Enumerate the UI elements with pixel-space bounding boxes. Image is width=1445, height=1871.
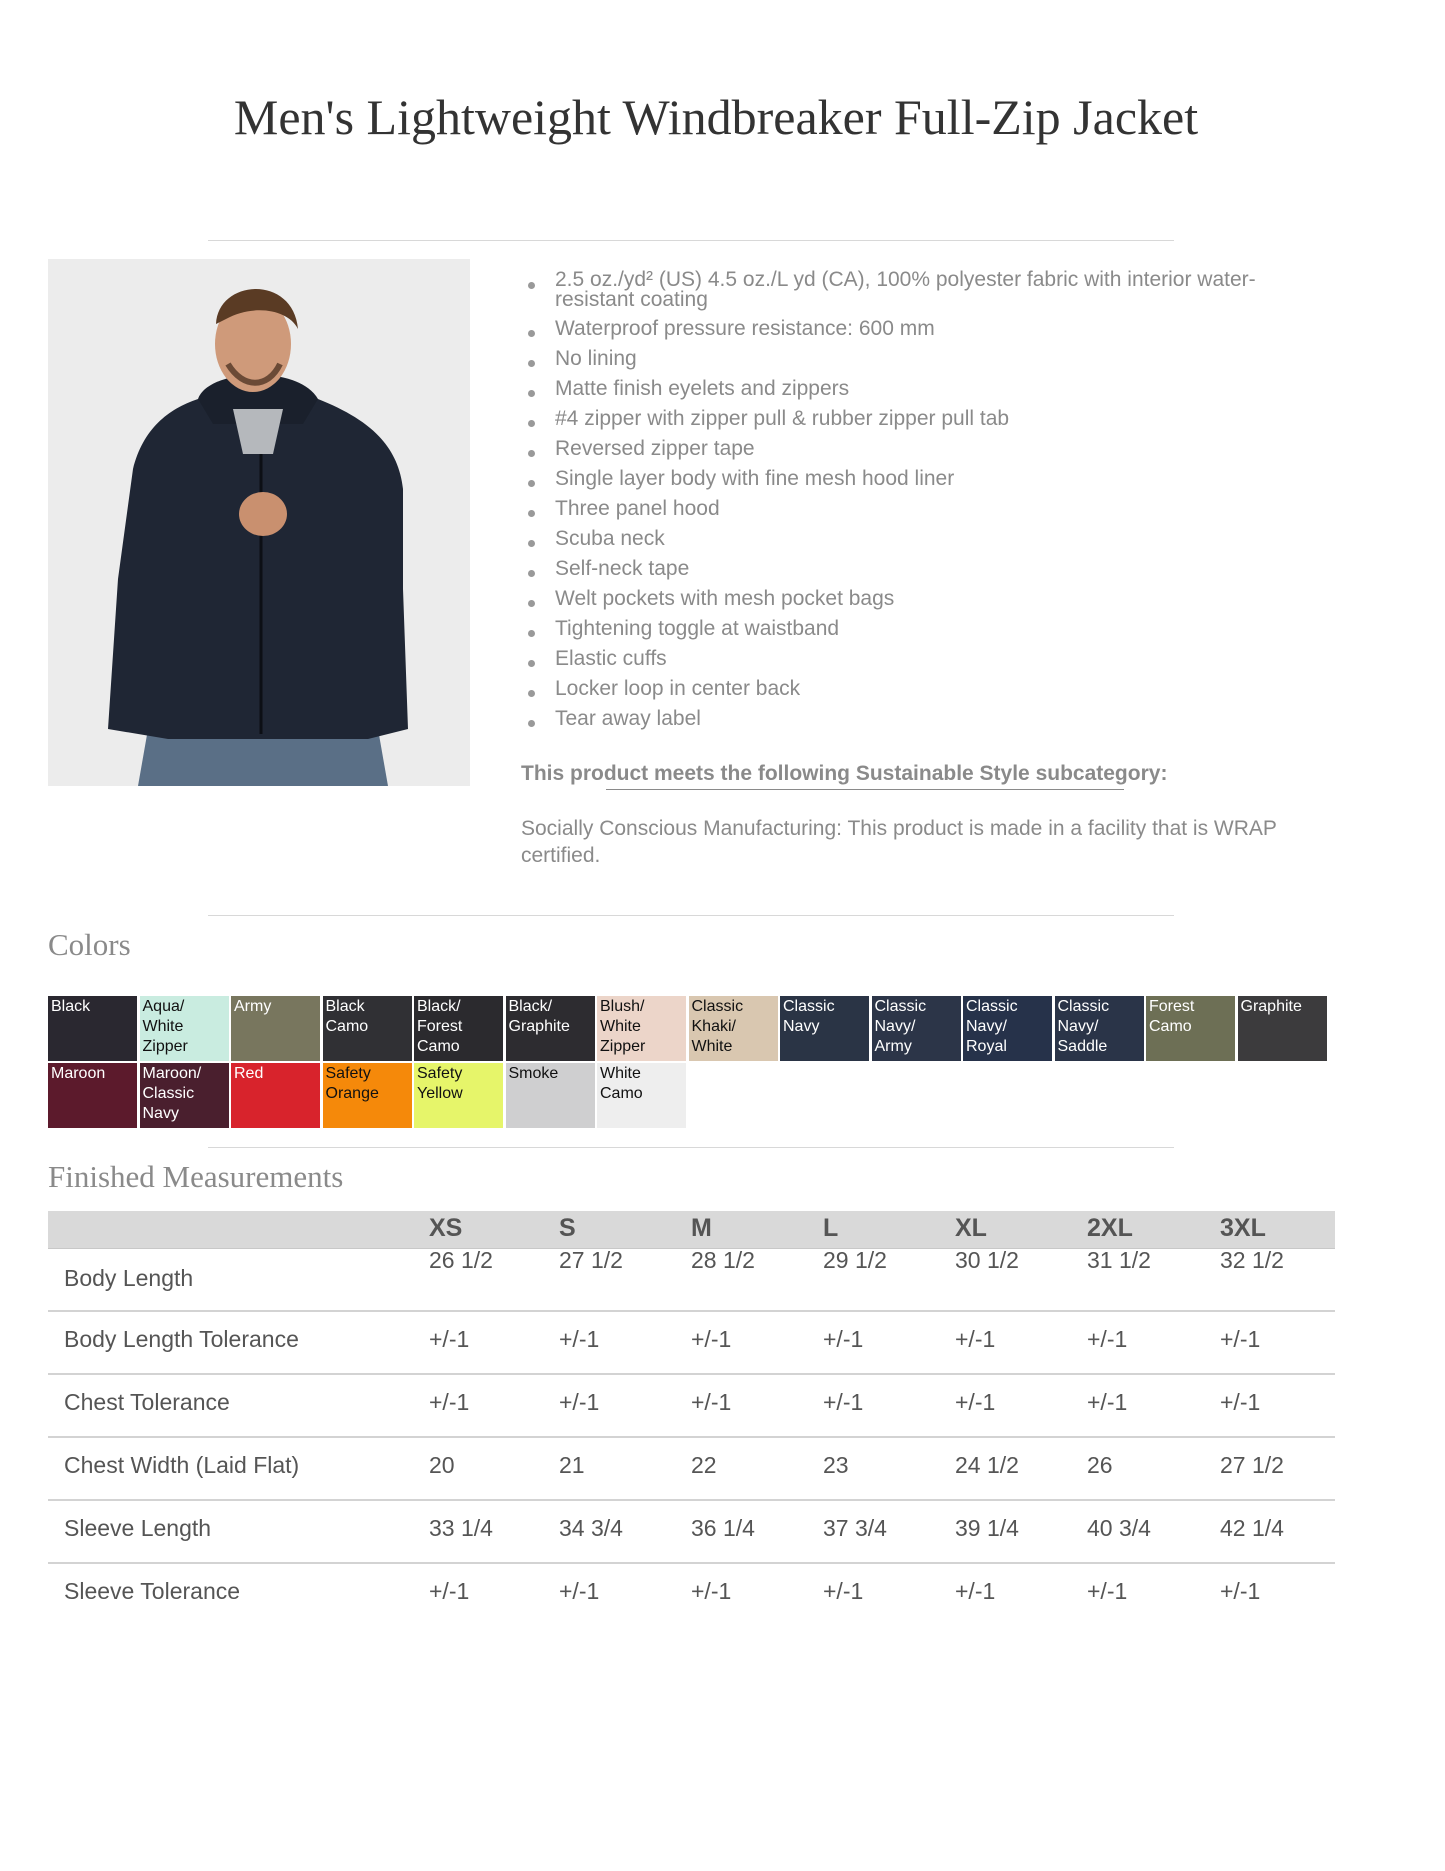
colors-title: Colors <box>48 927 131 962</box>
size-header: L <box>823 1214 839 1242</box>
table-cell: +/-1 <box>955 1389 996 1415</box>
color-swatch-label: Smoke <box>508 1065 559 1082</box>
color-swatch[interactable] <box>506 996 595 1061</box>
table-cell: +/-1 <box>691 1389 732 1415</box>
table-cell: +/-1 <box>429 1326 470 1352</box>
feature-text: Tightening toggle at waistband <box>555 617 840 640</box>
table-cell: +/-1 <box>559 1578 600 1604</box>
table-cell: +/-1 <box>1087 1389 1128 1415</box>
table-cell: +/-1 <box>823 1326 864 1352</box>
color-swatch[interactable] <box>140 1063 229 1128</box>
feature-text: Reversed zipper tape <box>555 437 755 460</box>
color-swatch[interactable] <box>506 1063 595 1128</box>
table-row <box>48 1501 1335 1564</box>
table-row <box>48 1312 1335 1375</box>
table-cell: 29 1/2 <box>823 1247 887 1273</box>
bullet-icon <box>528 480 535 487</box>
feature-item <box>523 648 1283 670</box>
table-cell: 27 1/2 <box>559 1247 623 1273</box>
bullet-icon <box>528 450 535 457</box>
table-cell: 22 <box>691 1452 717 1478</box>
row-label: Sleeve Tolerance <box>64 1578 241 1604</box>
row-label: Body Length Tolerance <box>64 1326 299 1352</box>
color-swatch-label: Red <box>234 1065 264 1082</box>
color-swatch[interactable] <box>414 996 503 1061</box>
feature-item <box>523 588 1283 610</box>
color-swatch[interactable] <box>48 996 137 1061</box>
color-swatch-label: Maroon/ Classic Navy <box>142 1065 202 1122</box>
bullet-icon <box>528 660 535 667</box>
feature-item <box>523 708 1283 730</box>
size-header: 2XL <box>1087 1214 1133 1242</box>
table-cell: 24 1/2 <box>955 1452 1019 1478</box>
bullet-icon <box>528 282 535 289</box>
measurements-table <box>48 1211 1335 1627</box>
color-swatch[interactable] <box>597 1063 686 1128</box>
size-header: S <box>559 1214 576 1242</box>
feature-item <box>523 348 1283 370</box>
color-swatch[interactable] <box>872 996 961 1061</box>
size-header: 3XL <box>1220 1214 1266 1242</box>
color-swatch[interactable] <box>414 1063 503 1128</box>
feature-item <box>523 378 1283 400</box>
table-cell: 36 1/4 <box>691 1515 755 1541</box>
table-cell: 21 <box>559 1452 585 1478</box>
bullet-icon <box>528 420 535 427</box>
color-swatch-label: Classic Navy/ Army <box>874 998 927 1055</box>
measurements-title: Finished Measurements <box>48 1159 344 1194</box>
feature-item <box>523 468 1283 490</box>
table-cell: 20 <box>429 1452 455 1478</box>
feature-text: Welt pockets with mesh pocket bags <box>555 587 895 610</box>
sustainable-text: Socially Conscious Manufacturing: This product is made in a facility that is WRAP certified. <box>521 817 1277 867</box>
color-swatch-label: Graphite <box>1240 998 1302 1015</box>
color-swatch[interactable] <box>1238 996 1327 1061</box>
feature-text: Single layer body with fine mesh hood liner <box>555 467 955 490</box>
table-row <box>48 1438 1335 1501</box>
color-swatch-label: Maroon <box>51 1065 106 1082</box>
color-swatch[interactable] <box>963 996 1052 1061</box>
table-header <box>48 1211 1335 1249</box>
table-cell: 32 1/2 <box>1220 1247 1284 1273</box>
color-swatch[interactable] <box>597 996 686 1061</box>
feature-text: Locker loop in center back <box>555 677 801 700</box>
table-cell: 31 1/2 <box>1087 1247 1151 1273</box>
color-swatch[interactable] <box>689 996 778 1061</box>
product-photo <box>48 259 470 786</box>
table-cell: 39 1/4 <box>955 1515 1019 1541</box>
color-swatch-label: Black/ Graphite <box>508 998 570 1035</box>
color-swatch[interactable] <box>323 1063 412 1128</box>
table-cell: 42 1/4 <box>1220 1515 1284 1541</box>
color-swatch-label: Black/ Forest Camo <box>417 998 463 1055</box>
feature-text: Three panel hood <box>555 497 720 520</box>
color-swatch[interactable] <box>323 996 412 1061</box>
table-row <box>48 1249 1335 1312</box>
feature-item <box>523 270 1283 310</box>
table-cell: +/-1 <box>955 1578 996 1604</box>
table-cell: 23 <box>823 1452 849 1478</box>
feature-item <box>523 528 1283 550</box>
table-cell: 26 <box>1087 1452 1113 1478</box>
model-wearing-jacket-image <box>48 259 470 786</box>
table-cell: +/-1 <box>1220 1578 1261 1604</box>
color-swatch[interactable] <box>140 996 229 1061</box>
table-cell: +/-1 <box>1087 1326 1128 1352</box>
size-header: XS <box>429 1214 463 1242</box>
row-label: Chest Width (Laid Flat) <box>64 1452 300 1478</box>
feature-text: #4 zipper with zipper pull & rubber zipper pull tab <box>555 407 1010 430</box>
table-row <box>48 1375 1335 1438</box>
bullet-icon <box>528 600 535 607</box>
table-cell: 33 1/4 <box>429 1515 493 1541</box>
table-cell: 34 3/4 <box>559 1515 623 1541</box>
table-cell: 26 1/2 <box>429 1247 493 1273</box>
feature-text: Elastic cuffs <box>555 647 667 670</box>
feature-text: 2.5 oz./yd² (US) 4.5 oz./L yd (CA), 100% polyester fabric with interior water-resistant coating <box>555 268 1256 311</box>
size-header: M <box>691 1214 712 1242</box>
color-swatch[interactable] <box>231 1063 320 1128</box>
table-row <box>48 1564 1335 1627</box>
color-swatch-label: Army <box>234 998 272 1015</box>
row-label: Chest Tolerance <box>64 1389 230 1415</box>
table-cell: +/-1 <box>1220 1326 1261 1352</box>
table-cell: +/-1 <box>691 1326 732 1352</box>
feature-text: Scuba neck <box>555 527 665 550</box>
table-cell: +/-1 <box>1087 1578 1128 1604</box>
bullet-icon <box>528 330 535 337</box>
table-cell: 40 3/4 <box>1087 1515 1151 1541</box>
feature-text: Self-neck tape <box>555 557 690 580</box>
table-cell: +/-1 <box>429 1389 470 1415</box>
table-cell: +/-1 <box>559 1389 600 1415</box>
feature-text: Tear away label <box>555 707 701 730</box>
color-swatch-label: White Camo <box>600 1065 643 1102</box>
table-cell: +/-1 <box>559 1326 600 1352</box>
color-swatch-label: Classic Navy <box>783 998 835 1035</box>
color-swatch[interactable] <box>1055 996 1144 1061</box>
color-swatch-label: Black Camo <box>325 998 369 1035</box>
table-cell: +/-1 <box>823 1578 864 1604</box>
color-swatch-label: Aqua/ White Zipper <box>142 998 188 1055</box>
feature-text: Waterproof pressure resistance: 600 mm <box>555 317 935 340</box>
color-swatch[interactable] <box>231 996 320 1061</box>
color-swatch-label: Blush/ White Zipper <box>600 998 646 1055</box>
table-cell: +/-1 <box>1220 1389 1261 1415</box>
bullet-icon <box>528 720 535 727</box>
color-swatch[interactable] <box>780 996 869 1061</box>
feature-item <box>523 678 1283 700</box>
table-cell: 27 1/2 <box>1220 1452 1284 1478</box>
table-cell: 30 1/2 <box>955 1247 1019 1273</box>
bullet-icon <box>528 690 535 697</box>
sustainable-underline <box>606 789 1124 790</box>
color-swatch[interactable] <box>48 1063 137 1128</box>
bullet-icon <box>528 540 535 547</box>
feature-item <box>523 318 1283 340</box>
color-swatch[interactable] <box>1146 996 1235 1061</box>
color-swatch-label: Safety Yellow <box>417 1065 463 1102</box>
color-swatch-label: Classic Khaki/ White <box>691 998 744 1055</box>
table-cell: +/-1 <box>823 1389 864 1415</box>
bullet-icon <box>528 510 535 517</box>
feature-text: No lining <box>555 347 637 370</box>
row-label: Sleeve Length <box>64 1515 212 1541</box>
bullet-icon <box>528 360 535 367</box>
feature-item <box>523 438 1283 460</box>
page-title: Men's Lightweight Windbreaker Full-Zip Jacket <box>233 89 1199 145</box>
table-cell: +/-1 <box>955 1326 996 1352</box>
table-cell: +/-1 <box>429 1578 470 1604</box>
feature-text: Matte finish eyelets and zippers <box>555 377 850 400</box>
color-swatch-label: Black <box>51 998 91 1015</box>
feature-item <box>523 408 1283 430</box>
table-cell: +/-1 <box>691 1578 732 1604</box>
feature-list <box>523 270 1283 738</box>
bullet-icon <box>528 390 535 397</box>
color-swatch-label: Forest Camo <box>1149 998 1195 1035</box>
feature-item <box>523 618 1283 640</box>
color-swatch-label: Safety Orange <box>325 1065 379 1102</box>
divider <box>208 915 1174 916</box>
bullet-icon <box>528 570 535 577</box>
table-cell: 37 3/4 <box>823 1515 887 1541</box>
sustainable-heading: This product meets the following Sustainable Style subcategory: <box>521 762 1168 785</box>
color-swatch-label: Classic Navy/ Saddle <box>1057 998 1110 1055</box>
bullet-icon <box>528 630 535 637</box>
color-swatch-label: Classic Navy/ Royal <box>966 998 1018 1055</box>
size-header: XL <box>955 1214 987 1242</box>
table-cell: 28 1/2 <box>691 1247 755 1273</box>
divider <box>208 240 1174 241</box>
feature-item <box>523 498 1283 520</box>
row-label: Body Length <box>64 1265 194 1291</box>
divider <box>208 1147 1174 1148</box>
feature-item <box>523 558 1283 580</box>
